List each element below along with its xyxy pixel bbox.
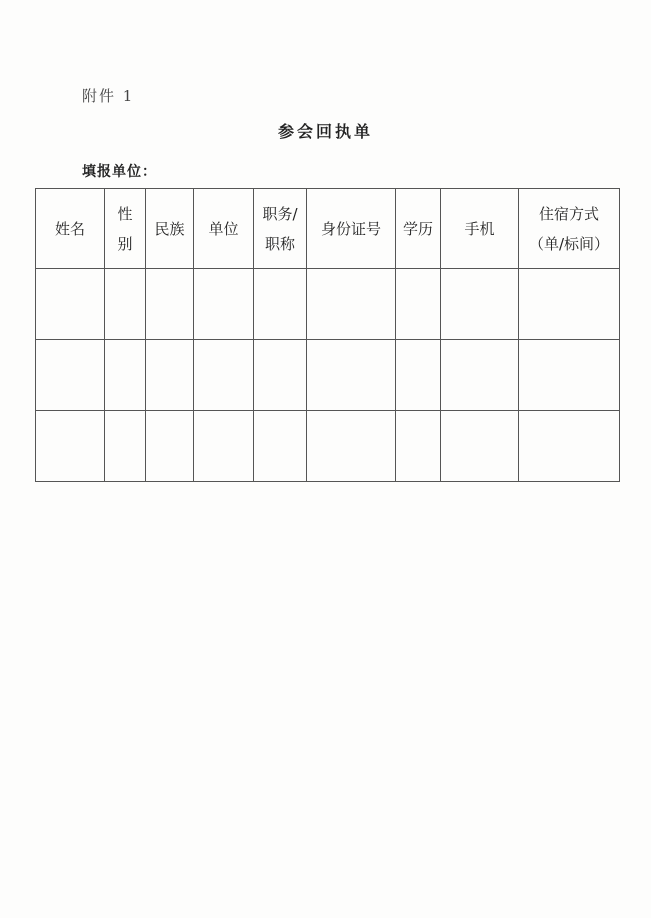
table-cell[interactable] [519, 340, 620, 411]
table-cell[interactable] [441, 411, 519, 482]
column-header-text: 别 [117, 234, 133, 253]
table-cell[interactable] [146, 411, 194, 482]
table-cell[interactable] [194, 411, 254, 482]
table-cell[interactable] [307, 411, 396, 482]
table-cell[interactable] [36, 269, 105, 340]
table-row [36, 340, 620, 411]
table-cell[interactable] [254, 340, 307, 411]
attachment-label: 附件 1 [82, 87, 135, 105]
table-cell[interactable] [36, 340, 105, 411]
table-cell[interactable] [441, 340, 519, 411]
column-header [254, 189, 307, 269]
table-row [36, 269, 620, 340]
reporting-unit-label: 填报单位： [82, 164, 157, 180]
table-cell[interactable] [519, 411, 620, 482]
table-cell[interactable] [36, 411, 105, 482]
column-header-text: 学历 [402, 219, 433, 238]
column-header-text: 民族 [154, 219, 185, 238]
table-cell[interactable] [194, 269, 254, 340]
form-title: 参会回执单 [277, 122, 373, 141]
column-header [36, 189, 105, 269]
column-header [194, 189, 254, 269]
table-cell[interactable] [105, 340, 146, 411]
table-cell[interactable] [396, 411, 441, 482]
column-header-text: 职务/ [262, 204, 298, 223]
table-cell[interactable] [519, 269, 620, 340]
column-header-text: （单/标间） [528, 234, 610, 253]
table-cell[interactable] [105, 411, 146, 482]
table-cell[interactable] [254, 411, 307, 482]
column-header [519, 189, 620, 269]
table-cell[interactable] [105, 269, 146, 340]
table-row [36, 411, 620, 482]
column-header-text: 职称 [264, 234, 295, 253]
table-cell[interactable] [254, 269, 307, 340]
column-header [441, 189, 519, 269]
table-cell[interactable] [307, 269, 396, 340]
column-header-text: 身份证号 [320, 219, 381, 238]
table-cell[interactable] [146, 340, 194, 411]
column-header-text: 姓名 [54, 219, 85, 238]
table-cell[interactable] [194, 340, 254, 411]
column-header-text: 手机 [464, 219, 495, 238]
column-header-text: 性 [117, 204, 133, 223]
table-cell[interactable] [307, 340, 396, 411]
table-cell[interactable] [146, 269, 194, 340]
table-cell[interactable] [396, 340, 441, 411]
column-header [396, 189, 441, 269]
table-cell[interactable] [396, 269, 441, 340]
column-header-text: 单位 [208, 219, 239, 238]
column-header [307, 189, 396, 269]
column-header [146, 189, 194, 269]
table-header-row [36, 189, 620, 269]
table-cell[interactable] [441, 269, 519, 340]
column-header [105, 189, 146, 269]
registration-table [35, 188, 620, 482]
column-header-text: 住宿方式 [538, 204, 599, 223]
